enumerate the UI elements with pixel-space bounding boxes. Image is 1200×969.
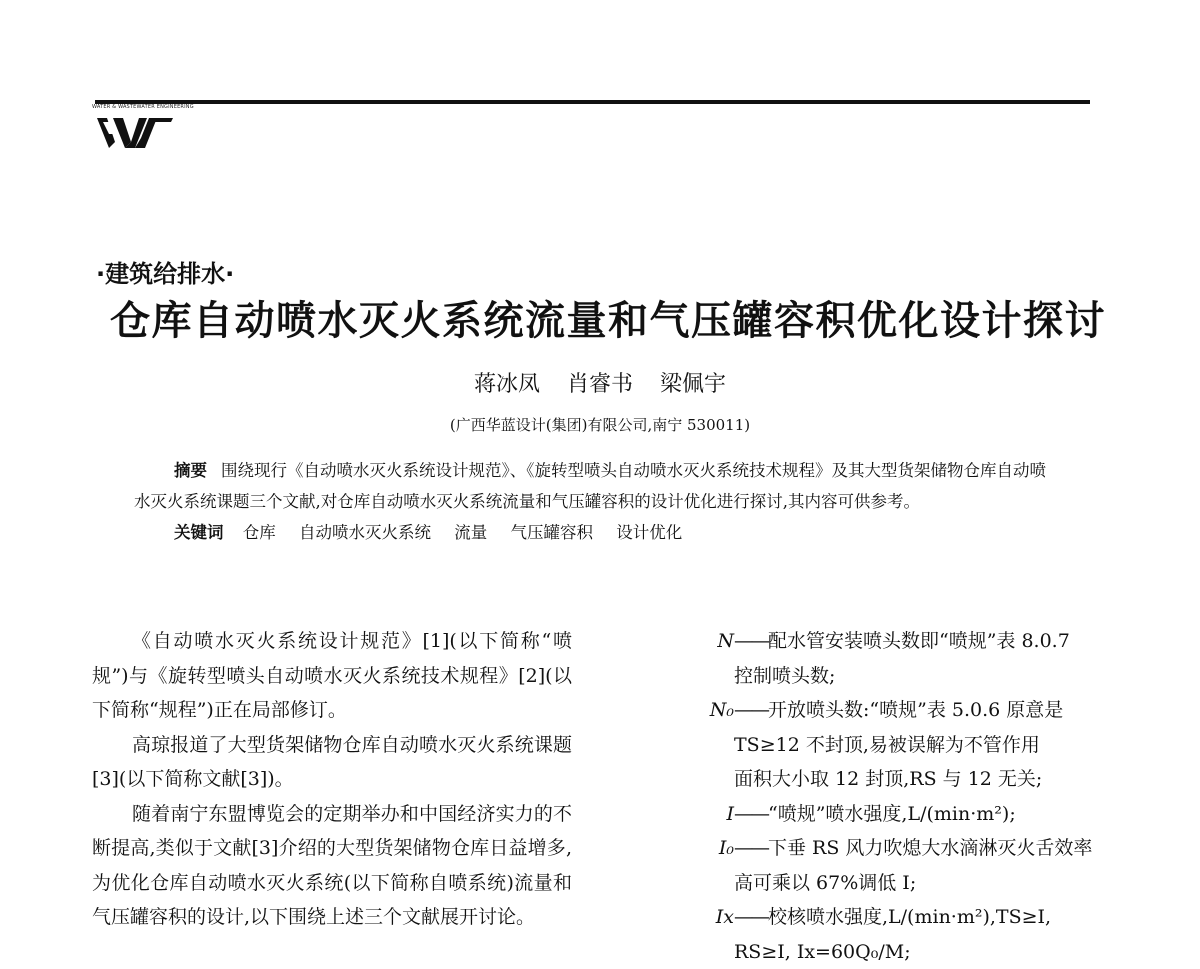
definition-continuation: TS≥12 不封顶,易被误解为不管作用	[656, 728, 1106, 763]
authors: 蒋冰凤 肖睿书 梁佩宇	[0, 367, 1200, 398]
header-rule	[95, 100, 1090, 104]
definition-dash: ——	[734, 837, 768, 859]
keywords-label: 关键词	[174, 523, 224, 542]
definition-symbol: Ix	[656, 900, 734, 935]
keywords-line	[134, 517, 1058, 548]
abstract-block	[134, 455, 1058, 548]
definition-dash: ——	[734, 630, 768, 652]
definition-dash: ——	[734, 803, 768, 825]
keyword: 自动喷水灭火系统	[299, 523, 431, 542]
definition-continuation: 面积大小取 12 封顶,RS 与 12 无关;	[656, 762, 1106, 797]
definition-continuation: RS≥I, Ix=60Q₀/M;	[656, 935, 1106, 969]
definition-dash: ——	[734, 699, 768, 721]
paper-title: 仓库自动喷水灭火系统流量和气压罐容积优化设计探讨	[110, 289, 1106, 346]
definition-text: 校核喷水强度,L/(min·m²),TS≥I,	[768, 906, 1051, 928]
body-paragraph: 高琼报道了大型货架储物仓库自动喷水灭火系统课题[3](以下简称文献[3])。	[92, 728, 572, 797]
definition-item	[656, 693, 1106, 797]
definition-dash: ——	[734, 906, 768, 928]
definition-item	[656, 797, 1106, 832]
journal-tiny-name: WATER & WASTEWATER ENGINEERING	[92, 104, 194, 110]
definition-text: 配水管安装喷头数即“喷规”表 8.0.7	[768, 630, 1070, 652]
definition-continuation: 控制喷头数;	[656, 659, 1106, 694]
definitions-column	[656, 624, 1106, 969]
definition-text: 开放喷头数:“喷规”表 5.0.6 原意是	[768, 699, 1063, 721]
abstract-paragraph	[134, 455, 1058, 517]
body-paragraph: 随着南宁东盟博览会的定期举办和中国经济实力的不断提高,类似于文献[3]介绍的大型货架储物仓库日益增多,为优化仓库自动喷水灭火系统(以下简称自喷系统)流量和气压罐容积的设计,以下围绕上述三个文献展开讨论。	[92, 797, 572, 935]
keyword: 仓库	[243, 523, 276, 542]
body-left-column	[92, 624, 572, 935]
definition-item	[656, 831, 1106, 900]
definition-item	[656, 900, 1106, 969]
definition-symbol: N₀	[656, 693, 734, 728]
keyword: 设计优化	[616, 523, 682, 542]
body-paragraph: 《自动喷水灭火系统设计规范》[1](以下简称“喷规”)与《旋转型喷头自动喷水灭火系统技术规程》[2](以下简称“规程”)正在局部修订。	[92, 624, 572, 728]
abstract-text: 围绕现行《自动喷水灭火系统设计规范》、《旋转型喷头自动喷水灭火系统技术规程》及其大型货架储物仓库自动喷水灭火系统课题三个文献,对仓库自动喷水灭火系统流量和气压罐容积的设计优化进行探讨,其内容可供参考。	[134, 461, 1046, 511]
keyword: 气压罐容积	[511, 523, 594, 542]
definition-item	[656, 624, 1106, 693]
definition-text: “喷规”喷水强度,L/(min·m²);	[768, 803, 1016, 825]
journal-w-logo-icon	[95, 110, 175, 150]
definition-symbol: N	[656, 624, 734, 659]
abstract-label: 摘要	[174, 461, 207, 480]
affiliation: (广西华蓝设计(集团)有限公司,南宁 530011)	[0, 414, 1200, 435]
definition-text: 下垂 RS 风力吹熄大水滴淋灭火舌效率	[768, 837, 1092, 859]
keyword: 流量	[454, 523, 487, 542]
definition-symbol: I	[656, 797, 734, 832]
definition-continuation: 高可乘以 67%调低 I;	[656, 866, 1106, 901]
section-label: ·建筑给排水·	[96, 254, 234, 289]
definition-symbol: I₀	[656, 831, 734, 866]
